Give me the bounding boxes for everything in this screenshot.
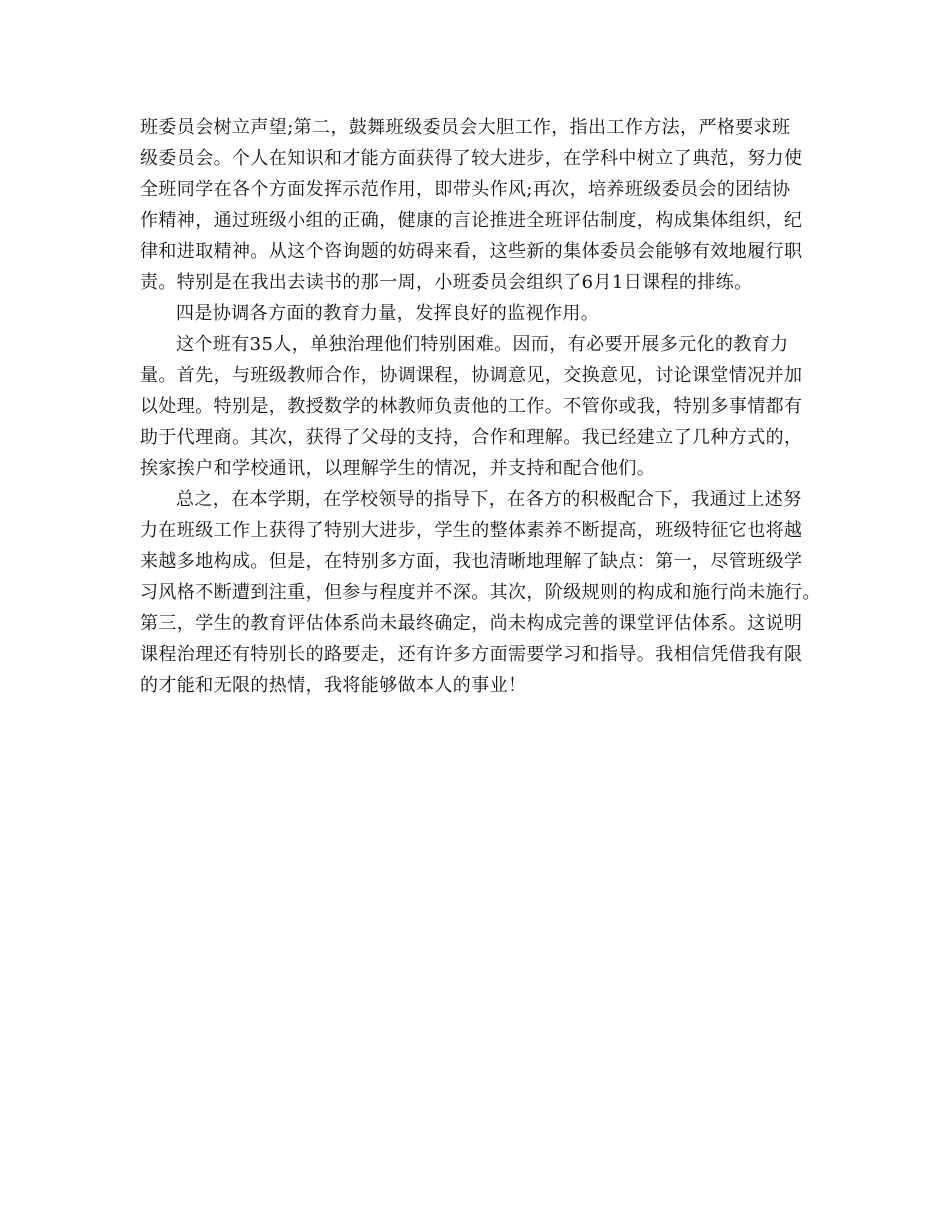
text-line: 律和进取精神。从这个咨询题的妨碍来看，这些新的集体委员会能够有效地履行职 bbox=[140, 241, 803, 262]
text-line: 课程治理还有特别长的路要走，还有许多方面需要学习和指导。我相信凭借我有限 bbox=[140, 644, 803, 665]
text-line: 助于代理商。其次，获得了父母的支持，合作和理解。我已经建立了几种方式的， bbox=[140, 427, 803, 448]
text-line: 第三，学生的教育评估体系尚未最终确定，尚未构成完善的课堂评估体系。这说明 bbox=[140, 613, 803, 634]
text-line: 习风格不断遭到注重，但参与程度并不深。其次，阶级规则的构成和施行尚未施行。 bbox=[140, 582, 821, 603]
document-body bbox=[140, 112, 840, 701]
text-line: 以处理。特别是，教授数学的林教师负责他的工作。不管你或我，特别多事情都有 bbox=[140, 396, 803, 417]
text-line: 来越多地构成。但是，在特别多方面，我也清晰地理解了缺点：第一，尽管班级学 bbox=[140, 551, 803, 572]
text-line: 力在班级工作上获得了特别大进步，学生的整体素养不断提高，班级特征它也将越 bbox=[140, 520, 803, 541]
text-line: 全班同学在各个方面发挥示范作用，即带头作风;再次，培养班级委员会的团结协 bbox=[140, 179, 791, 200]
text-line: 挨家挨户和学校通讯，以理解学生的情况，并支持和配合他们。 bbox=[140, 458, 656, 479]
text-line: 这个班有35人，单独治理他们特别困难。因而，有必要开展多元化的教育力 bbox=[176, 334, 789, 355]
text-line: 责。特别是在我出去读书的那一周，小班委员会组织了6月1日课程的排练。 bbox=[140, 272, 753, 293]
text-line: 四是协调各方面的教育力量，发挥良好的监视作用。 bbox=[176, 303, 600, 324]
text-line: 量。首先，与班级教师合作，协调课程，协调意见，交换意见，讨论课堂情况并加 bbox=[140, 365, 803, 386]
text-line: 作精神，通过班级小组的正确，健康的言论推进全班评估制度，构成集体组织，纪 bbox=[140, 210, 803, 231]
text-line: 级委员会。个人在知识和才能方面获得了较大进步，在学科中树立了典范，努力使 bbox=[140, 148, 803, 169]
text-line: 总之，在本学期，在学校领导的指导下，在各方的积极配合下，我通过上述努 bbox=[176, 489, 802, 510]
text-line: 的才能和无限的热情，我将能够做本人的事业！ bbox=[140, 675, 527, 696]
text-line: 班委员会树立声望;第二，鼓舞班级委员会大胆工作，指出工作方法，严格要求班 bbox=[140, 117, 791, 138]
